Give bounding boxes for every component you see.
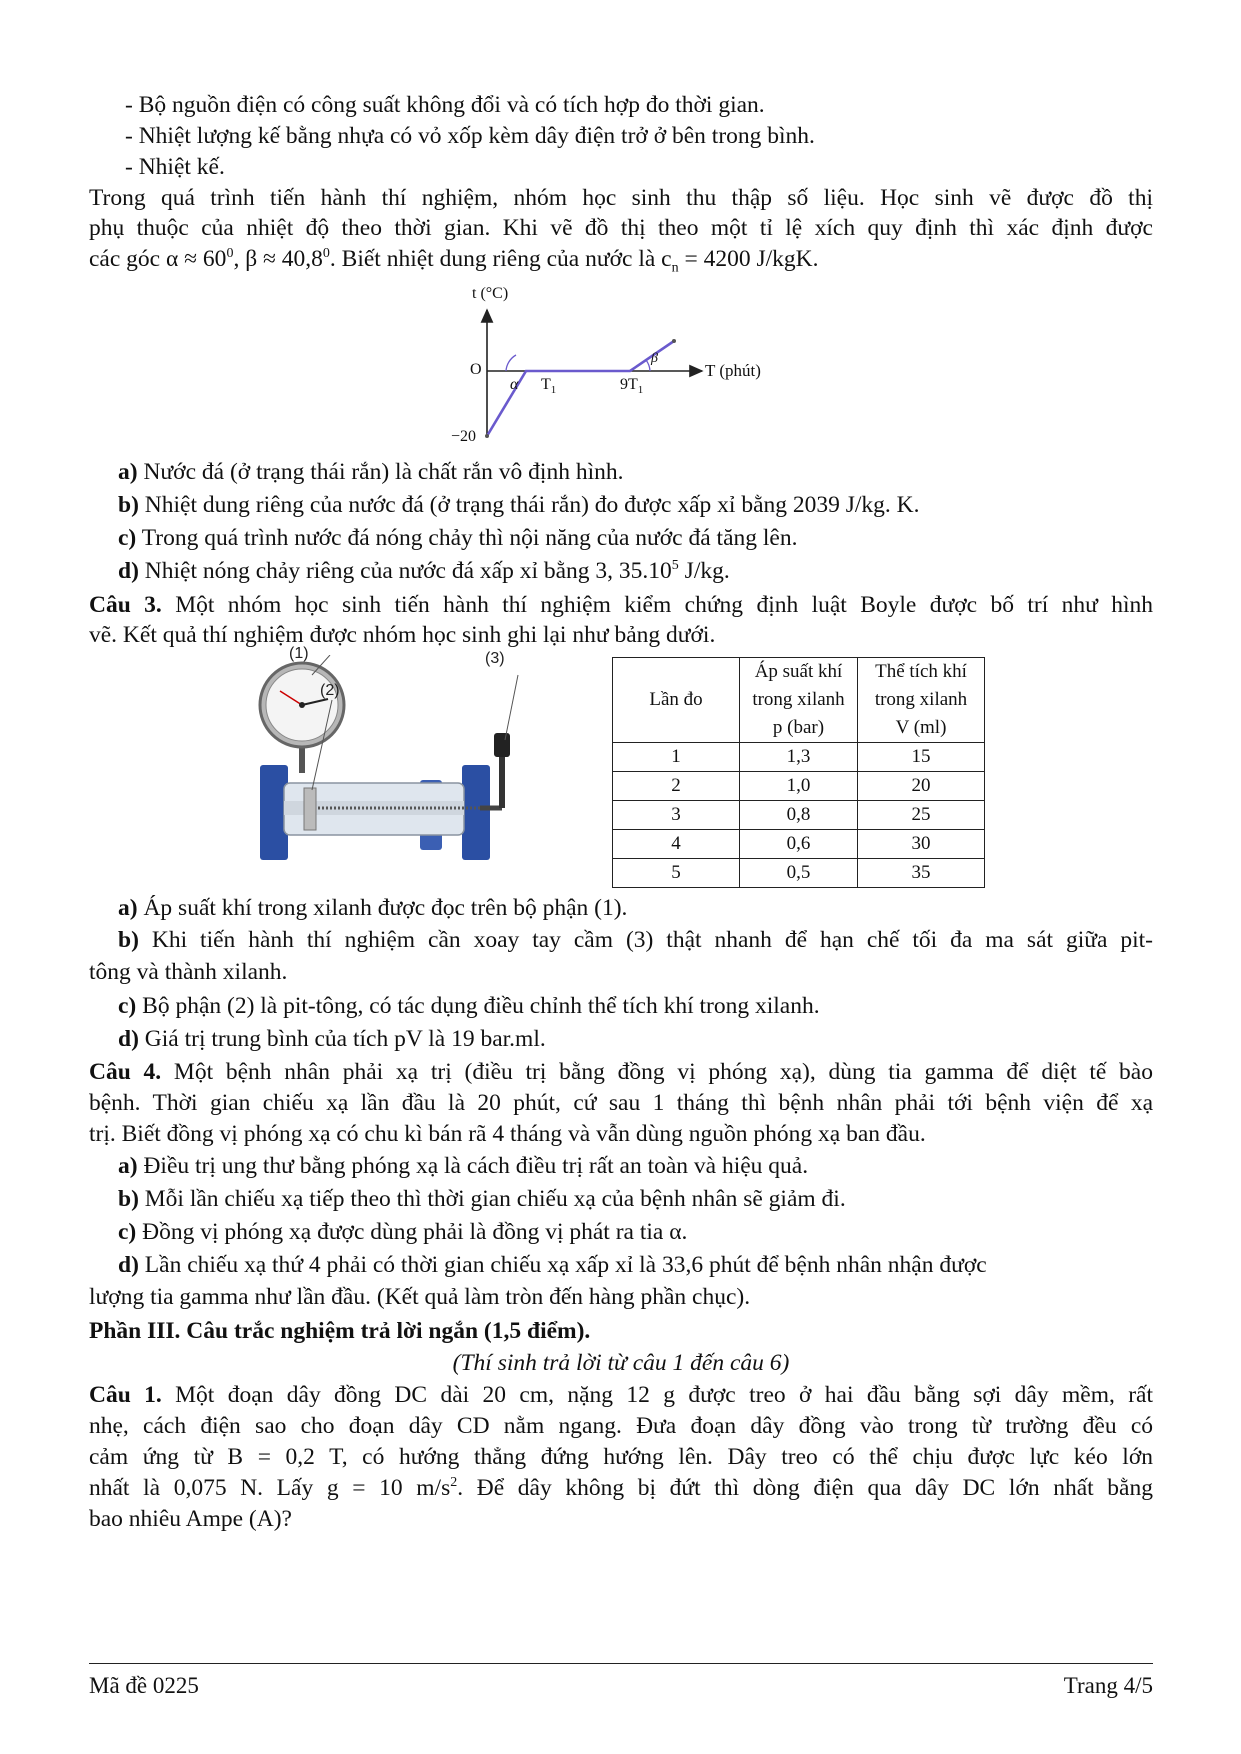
figure-tag-3: (3) [485, 650, 505, 667]
table-row: 3 0,8 25 [613, 801, 985, 830]
t1-label: $T_1$ [541, 376, 557, 397]
equipment-item-calorimeter: - Nhiệt lượng kế bằng nhựa có vỏ xốp kèm dây điện trở ở bên trong bình. [125, 123, 815, 149]
figure-tag-2: (2) [320, 682, 340, 699]
q4-stem-line3: trị. Biết đồng vị phóng xạ có chu kì bán rã 4 tháng và vẫn dùng nguồn phóng xạ ban đầu. [89, 1121, 926, 1147]
p3-q1-line4: nhất là 0,075 N. Lấy g = 10 $m/s^2$. Để dây không bị đứt thì dòng điện qua dây DC lớn nhất bằng [89, 1475, 1153, 1501]
q3-stem-line2: vẽ. Kết quả thí nghiệm được nhóm học sinh ghi lại như bảng dưới. [89, 622, 716, 648]
q3-stem-line1: Câu 3. Một nhóm học sinh tiến hành thí nghiệm kiểm chứng định luật Boyle được bố trí như hình [89, 592, 1154, 618]
table-header-volume-unit: V (ml) [858, 714, 985, 743]
q3-option-c: c) Bộ phận (2) là pit-tông, có tác dụng điều chỉnh thể tích khí trong xilanh. [118, 993, 820, 1019]
paragraph-line-angles: các góc $\alpha \approx 60^0$, $\beta \approx 40,8^0$. Biết nhiệt dung riêng của nước là $c_n = 4200$ J/kgK. [89, 246, 819, 276]
q2-option-b: b) Nhiệt dung riêng của nước đá (ở trạng thái rắn) đo được xấp xỉ bằng 2039 J/kg. K. [118, 492, 920, 518]
q3-option-b-cont: tông và thành xilanh. [89, 959, 288, 985]
table-header-pressure-unit: p (bar) [740, 714, 858, 743]
q2-option-c: c) Trong quá trình nước đá nóng chảy thì nội năng của nước đá tăng lên. [118, 525, 798, 551]
p3-q1-line2: nhẹ, cách điện sao cho đoạn dây CD nằm ngang. Đưa đoạn dây đồng vào trong từ trường đều có [89, 1413, 1153, 1439]
q2-option-a: a) Nước đá (ở trạng thái rắn) là chất rắn vô định hình. [118, 459, 624, 485]
q4-option-c: c) Đồng vị phóng xạ được dùng phải là đồng vị phát ra tia α. [118, 1219, 688, 1245]
p3-q1-line5: bao nhiêu Ampe (A)? [89, 1506, 292, 1532]
table-row: 5 0,5 35 [613, 859, 985, 888]
table-row: 4 0,6 30 [613, 830, 985, 859]
beta-label: β [651, 351, 658, 366]
exam-code: Mã đề 0225 [89, 1673, 199, 1698]
q4-option-a: a) Điều trị ung thư bằng phóng xạ là cách điều trị rất an toàn và hiệu quả. [118, 1153, 809, 1179]
beta-arc [646, 360, 650, 371]
table-header-measurement: Lần đo [613, 658, 740, 743]
equipment-item-thermometer: - Nhiệt kế. [125, 154, 225, 180]
paragraph-line: phụ thuộc của nhiệt độ theo thời gian. Khi vẽ đồ thị theo một tỉ lệ xích quy định thì xác định được [89, 215, 1153, 241]
paragraph-line: Trong quá trình tiến hành thí nghiệm, nhóm học sinh thu thập số liệu. Học sinh vẽ được đồ thị [89, 185, 1153, 211]
page-number: Trang 4/5 [1063, 1673, 1153, 1698]
boyle-apparatus-figure [240, 645, 575, 870]
footer-rule [89, 1663, 1153, 1664]
table-header-volume: Thể tích khí [858, 658, 985, 687]
q3-option-a: a) Áp suất khí trong xilanh được đọc trên bộ phận (1). [118, 895, 628, 921]
q2-option-d: d) Nhiệt nóng chảy riêng của nước đá xấp xỉ bằng 3, 35.10$^5$ J/kg. [118, 558, 730, 584]
table-header-volume-line2: trong xilanh [858, 686, 985, 714]
equipment-item-power: - Bộ nguồn điện có công suất không đổi và có tích hợp đo thời gian. [125, 92, 765, 118]
q4-option-d-cont: lượng tia gamma như lần đầu. (Kết quả làm tròn đến hàng phần chục). [89, 1284, 751, 1310]
q4-stem-line1: Câu 4. Một bệnh nhân phải xạ trị (điều trị bằng đồng vị phóng xạ), dùng tia gamma để diệt tế bào [89, 1059, 1153, 1085]
part3-heading: Phần III. Câu trắc nghiệm trả lời ngắn (1,5 điểm). [89, 1318, 591, 1344]
p3-q1-line3: cảm ứng từ B = 0,2 T, có hướng thẳng đứng hướng lên. Dây treo có thể chịu được lực kéo lớn [89, 1444, 1153, 1470]
table-header-pressure: Áp suất khí [740, 658, 858, 687]
q4-option-b: b) Mỗi lần chiếu xạ tiếp theo thì thời gian chiếu xạ của bệnh nhân sẽ giảm đi. [118, 1186, 846, 1212]
temperature-time-graph [440, 285, 800, 450]
origin-label: O [470, 361, 482, 378]
9t1-label: $9T_1$ [620, 376, 644, 397]
y-min-label: −20 [451, 428, 477, 445]
q4-stem-line2: bệnh. Thời gian chiếu xạ lần đầu là 20 phút, cứ sau 1 tháng thì bệnh nhân phải tới bệnh viện để xạ [89, 1090, 1153, 1116]
part3-subheading: (Thí sinh trả lời từ câu 1 đến câu 6) [452, 1350, 790, 1376]
boyle-data-table [612, 657, 985, 888]
alpha-label: α [510, 376, 519, 393]
q3-option-d: d) Giá trị trung bình của tích pV là 19 bar.ml. [118, 1026, 546, 1052]
table-header-pressure-line2: trong xilanh [740, 686, 858, 714]
alpha-arc [506, 355, 516, 371]
y-axis-label: t (°C) [472, 285, 509, 302]
table-row: 2 1,0 20 [613, 772, 985, 801]
x-axis-label: T (phút) [705, 361, 761, 380]
q3-option-b: b) Khi tiến hành thí nghiệm cần xoay tay cầm (3) thật nhanh để hạn chế tối đa ma sát giữa pit- [118, 927, 1153, 953]
table-row: 1 1,3 15 [613, 743, 985, 772]
figure-tag-1: (1) [289, 645, 309, 662]
p3-q1-line1: Câu 1. Một đoạn dây đồng DC dài 20 cm, nặng 12 g được treo ở hai đầu bằng sợi dây mềm, rất [89, 1382, 1153, 1408]
q4-option-d: d) Lần chiếu xạ thứ 4 phải có thời gian chiếu xạ xấp xỉ là 33,6 phút để bệnh nhân nhận được [118, 1252, 987, 1278]
